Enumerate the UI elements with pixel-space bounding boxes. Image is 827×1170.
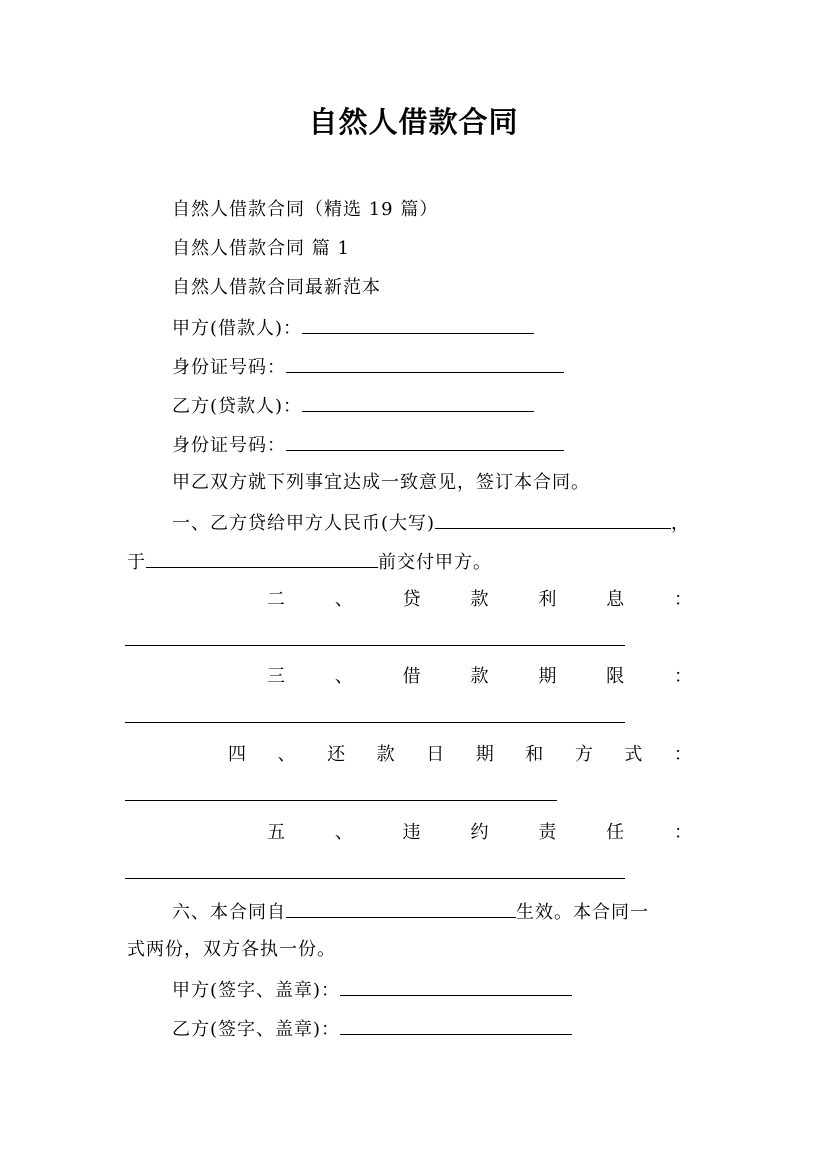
clause3-char: 三 (267, 666, 285, 687)
sign-a-line (172, 977, 572, 1003)
clause3-char: 、 (334, 666, 353, 687)
clause-6-line-1 (172, 899, 649, 925)
clause4-char: 四 (228, 744, 246, 765)
clause5-char: 任 (606, 822, 625, 843)
clause5-char: 五 (267, 822, 285, 843)
clause5-char: ： (673, 822, 692, 843)
clause4-char: 式 (624, 744, 643, 765)
clause4-char: 还 (327, 744, 346, 765)
clause4-char: 期 (475, 744, 494, 765)
clause-6-line-2: 式两份，双方各执一份。 (127, 939, 336, 960)
clause-1-comma: ， (671, 513, 691, 534)
clause-6-blank[interactable] (286, 899, 516, 918)
sign-a-blank[interactable] (340, 977, 572, 996)
clause3-char: 借 (402, 666, 421, 687)
clause-4-heading (228, 743, 692, 767)
clause-1-prefix: 于 (127, 552, 146, 573)
sign-b-blank[interactable] (340, 1016, 572, 1035)
clause-1-text: 一、乙方贷给甲方人民币(大写) (172, 513, 436, 534)
template-heading: 自然人借款合同最新范本 (172, 277, 381, 298)
clause2-char: 二 (267, 589, 285, 610)
clause-3-blank[interactable] (125, 722, 625, 723)
clause2-char: 利 (538, 589, 557, 610)
party-b-blank[interactable] (302, 393, 534, 412)
clause-1-line-2 (127, 549, 492, 575)
sign-b-line (172, 1016, 572, 1042)
clause5-char: 违 (402, 822, 421, 843)
document-title: 自然人借款合同 (308, 105, 519, 139)
clause5-char: 、 (334, 822, 353, 843)
clause-2-blank[interactable] (125, 645, 625, 646)
clause-1-line-1 (172, 510, 690, 536)
agreement-text: 甲乙双方就下列事宜达成一致意见，签订本合同。 (172, 472, 590, 493)
id-b-line (172, 432, 564, 458)
clause-2-heading (267, 588, 692, 612)
clause3-char: 期 (538, 666, 557, 687)
party-a-line (172, 315, 534, 341)
clause-1-amount-blank[interactable] (435, 510, 671, 529)
part-heading: 自然人借款合同 篇 1 (172, 238, 350, 259)
clause2-char: 息 (606, 589, 625, 610)
clause4-char: 款 (376, 744, 395, 765)
clause-3-heading (267, 665, 692, 689)
clause3-char: ： (673, 666, 692, 687)
clause4-char: ： (673, 744, 692, 765)
clause5-char: 约 (470, 822, 489, 843)
sign-b-label: 乙方(签字、盖章)： (172, 1019, 341, 1040)
clause2-char: 贷 (402, 589, 421, 610)
id-b-blank[interactable] (286, 432, 564, 451)
party-a-label: 甲方(借款人)： (172, 318, 303, 339)
clause2-char: ： (673, 589, 692, 610)
party-b-label: 乙方(贷款人)： (172, 396, 303, 417)
id-b-label: 身份证号码： (172, 435, 286, 456)
clause3-char: 限 (606, 666, 625, 687)
clause4-char: 方 (574, 744, 593, 765)
id-a-line (172, 354, 564, 380)
clause5-char: 责 (538, 822, 557, 843)
id-a-blank[interactable] (286, 354, 564, 373)
id-a-label: 身份证号码： (172, 357, 286, 378)
clause-1-suffix: 前交付甲方。 (378, 552, 492, 573)
party-a-blank[interactable] (302, 315, 534, 334)
clause2-char: 款 (470, 589, 489, 610)
clause-4-blank[interactable] (125, 800, 557, 801)
subtitle: 自然人借款合同（精选 19 篇） (172, 199, 439, 220)
clause-6-suffix: 生效。本合同一 (516, 902, 649, 923)
clause2-char: 、 (334, 589, 353, 610)
sign-a-label: 甲方(签字、盖章)： (172, 980, 341, 1001)
clause4-char: 和 (525, 744, 544, 765)
clause4-char: 日 (426, 744, 445, 765)
clause-1-date-blank[interactable] (146, 549, 378, 568)
clause-6-text: 六、本合同自 (172, 902, 286, 923)
clause4-char: 、 (277, 744, 296, 765)
party-b-line (172, 393, 534, 419)
clause-5-blank[interactable] (125, 878, 625, 879)
clause3-char: 款 (470, 666, 489, 687)
clause-5-heading (267, 821, 692, 845)
